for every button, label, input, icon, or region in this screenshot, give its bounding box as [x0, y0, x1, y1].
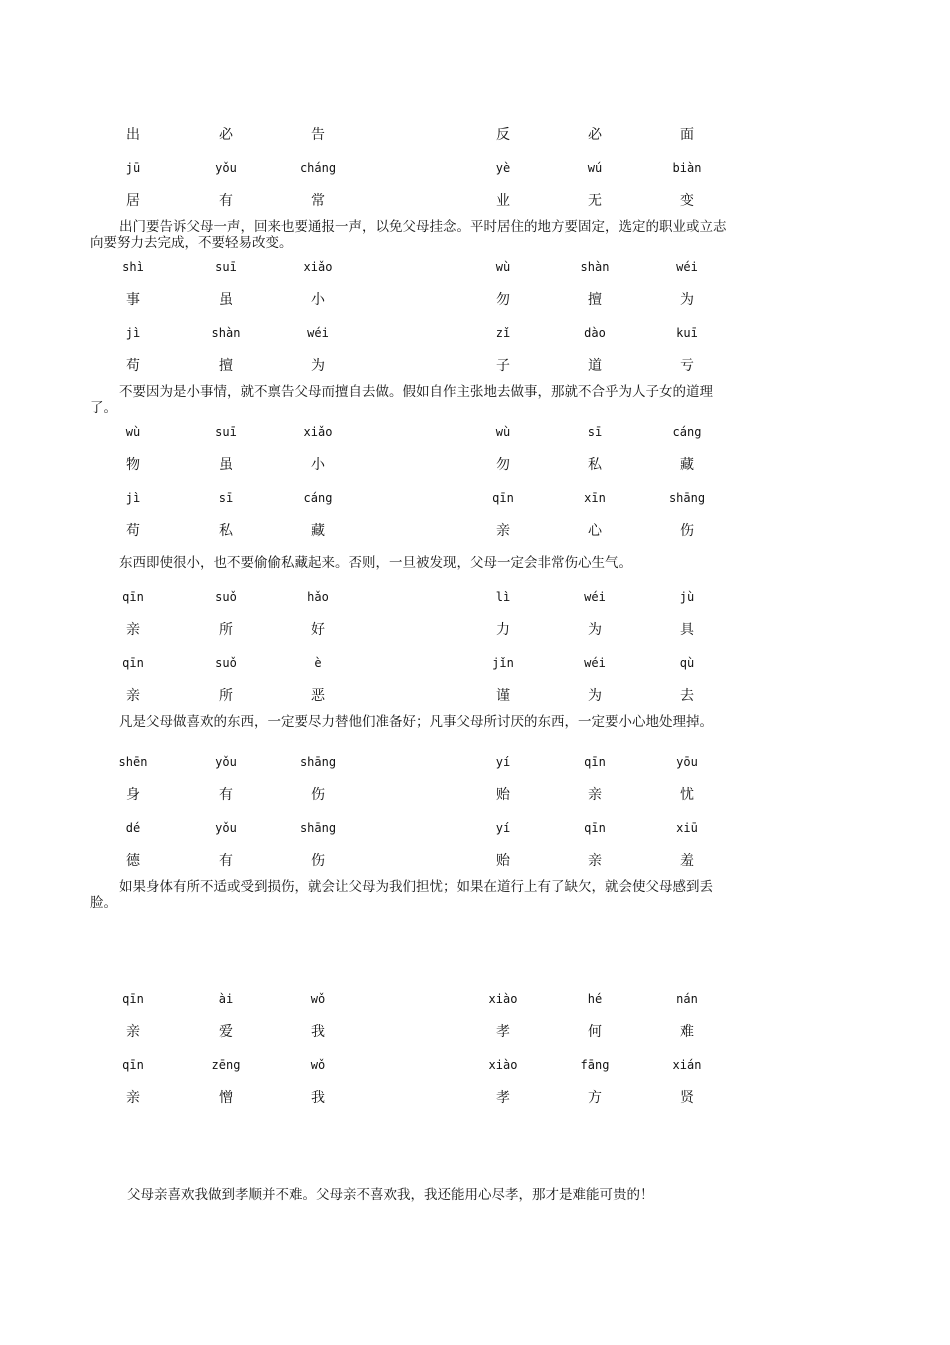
pinyin-row — [0, 587, 950, 607]
pinyin-syllable: suī — [215, 260, 237, 274]
hanzi-char: 何 — [588, 1024, 602, 1040]
translation-paragraph: 出门要告诉父母一声，回来也要通报一声，以免父母挂念。平时居住的地方要固定，选定的职业或立志向要努力去完成，不要轻易改变。 — [90, 219, 727, 251]
pinyin-syllable: wéi — [584, 656, 606, 670]
hanzi-char: 小 — [311, 457, 325, 473]
pinyin-syllable: suǒ — [215, 656, 237, 670]
hanzi-char: 告 — [311, 127, 325, 143]
pinyin-row — [0, 323, 950, 343]
hanzi-char: 亲 — [588, 787, 602, 803]
pinyin-row — [0, 1055, 950, 1075]
hanzi-char: 伤 — [311, 787, 325, 803]
pinyin-syllable: zǐ — [495, 326, 511, 340]
hanzi-char: 苟 — [126, 523, 140, 539]
hanzi-char: 有 — [219, 787, 233, 803]
pinyin-syllable: shàn — [580, 260, 610, 274]
translation-paragraph: 东西即使很小，也不要偷偷私藏起来。否则，一旦被发现，父母一定会非常伤心生气。 — [119, 555, 632, 571]
hanzi-char: 为 — [588, 622, 602, 638]
pinyin-syllable: shēn — [118, 755, 148, 769]
hanzi-row — [0, 620, 950, 640]
hanzi-char: 擅 — [219, 358, 233, 374]
pinyin-syllable: yǒu — [215, 821, 237, 835]
pinyin-syllable: cháng — [299, 161, 337, 175]
hanzi-char: 为 — [680, 292, 694, 308]
pinyin-syllable: wù — [125, 425, 141, 439]
pinyin-syllable: wǒ — [310, 992, 326, 1006]
hanzi-char: 羞 — [680, 853, 694, 869]
hanzi-char: 无 — [588, 193, 602, 209]
hanzi-char: 贻 — [496, 787, 510, 803]
pinyin-syllable: wù — [495, 425, 511, 439]
pinyin-syllable: yí — [495, 821, 511, 835]
pinyin-syllable: qīn — [122, 590, 144, 604]
hanzi-char: 亲 — [588, 853, 602, 869]
hanzi-char: 孝 — [496, 1090, 510, 1106]
pinyin-syllable: zēng — [211, 1058, 241, 1072]
hanzi-char: 为 — [311, 358, 325, 374]
pinyin-syllable: qīn — [122, 992, 144, 1006]
pinyin-syllable: shāng — [668, 491, 706, 505]
pinyin-syllable: xiǎo — [303, 260, 333, 274]
hanzi-row — [0, 455, 950, 475]
hanzi-row — [0, 125, 950, 145]
pinyin-syllable: yè — [495, 161, 511, 175]
hanzi-char: 去 — [680, 688, 694, 704]
pinyin-syllable: wéi — [307, 326, 329, 340]
pinyin-syllable: jù — [679, 590, 695, 604]
hanzi-char: 憎 — [219, 1090, 233, 1106]
translation-paragraph: 不要因为是小事情，就不禀告父母而擅自去做。假如自作主张地去做事，那就不合乎为人子女的道理了。 — [90, 384, 713, 416]
hanzi-char: 亲 — [126, 1024, 140, 1040]
pinyin-syllable: yí — [495, 755, 511, 769]
hanzi-char: 所 — [219, 622, 233, 638]
pinyin-syllable: yǒu — [215, 755, 237, 769]
pinyin-syllable: nán — [676, 992, 698, 1006]
pinyin-syllable: qīn — [122, 1058, 144, 1072]
hanzi-row — [0, 1022, 950, 1042]
pinyin-row — [0, 752, 950, 772]
translation-paragraph: 如果身体有所不适或受到损伤，就会让父母为我们担忧；如果在道行上有了缺欠，就会使父母感到丢脸。 — [90, 879, 713, 911]
hanzi-char: 面 — [680, 127, 694, 143]
hanzi-char: 反 — [496, 127, 510, 143]
pinyin-syllable: dé — [125, 821, 141, 835]
pinyin-syllable: hé — [587, 992, 603, 1006]
hanzi-char: 我 — [311, 1090, 325, 1106]
hanzi-char: 具 — [680, 622, 694, 638]
pinyin-syllable: shāng — [299, 821, 337, 835]
translation-paragraph: 凡是父母做喜欢的东西，一定要尽力替他们准备好；凡事父母所讨厌的东西，一定要小心地处理掉。 — [119, 714, 713, 730]
hanzi-char: 小 — [311, 292, 325, 308]
pinyin-syllable: qīn — [584, 755, 606, 769]
hanzi-char: 居 — [126, 193, 140, 209]
pinyin-syllable: xiào — [488, 992, 518, 1006]
pinyin-syllable: qīn — [492, 491, 514, 505]
pinyin-syllable: jì — [125, 326, 141, 340]
hanzi-char: 私 — [588, 457, 602, 473]
pinyin-syllable: kuī — [676, 326, 698, 340]
hanzi-char: 爱 — [219, 1024, 233, 1040]
hanzi-char: 亲 — [126, 1090, 140, 1106]
hanzi-char: 为 — [588, 688, 602, 704]
pinyin-row — [0, 257, 950, 277]
hanzi-char: 我 — [311, 1024, 325, 1040]
hanzi-char: 忧 — [680, 787, 694, 803]
pinyin-syllable: yōu — [676, 755, 698, 769]
translation-paragraph: 父母亲喜欢我做到孝顺并不难。父母亲不喜欢我，我还能用心尽孝，那才是难能可贵的！ — [127, 1187, 654, 1203]
pinyin-syllable: wǒ — [310, 1058, 326, 1072]
pinyin-syllable: qīn — [584, 821, 606, 835]
hanzi-char: 有 — [219, 193, 233, 209]
hanzi-char: 孝 — [496, 1024, 510, 1040]
hanzi-char: 贻 — [496, 853, 510, 869]
hanzi-char: 亲 — [496, 523, 510, 539]
hanzi-char: 出 — [126, 127, 140, 143]
pinyin-row — [0, 989, 950, 1009]
pinyin-syllable: sī — [587, 425, 603, 439]
hanzi-char: 必 — [588, 127, 602, 143]
hanzi-char: 擅 — [588, 292, 602, 308]
hanzi-char: 变 — [680, 193, 694, 209]
hanzi-char: 力 — [496, 622, 510, 638]
hanzi-char: 好 — [311, 622, 325, 638]
hanzi-char: 亲 — [126, 688, 140, 704]
hanzi-char: 谨 — [496, 688, 510, 704]
hanzi-char: 难 — [680, 1024, 694, 1040]
hanzi-char: 常 — [311, 193, 325, 209]
hanzi-char: 勿 — [496, 292, 510, 308]
hanzi-char: 事 — [126, 292, 140, 308]
hanzi-char: 子 — [496, 358, 510, 374]
pinyin-row — [0, 653, 950, 673]
hanzi-char: 恶 — [311, 688, 325, 704]
pinyin-syllable: xián — [672, 1058, 702, 1072]
pinyin-row — [0, 488, 950, 508]
hanzi-char: 虽 — [219, 292, 233, 308]
pinyin-syllable: wù — [495, 260, 511, 274]
pinyin-row — [0, 158, 950, 178]
hanzi-char: 藏 — [680, 457, 694, 473]
hanzi-row — [0, 686, 950, 706]
pinyin-syllable: jì — [125, 491, 141, 505]
pinyin-syllable: ài — [218, 992, 234, 1006]
pinyin-row — [0, 818, 950, 838]
hanzi-row — [0, 785, 950, 805]
hanzi-row — [0, 521, 950, 541]
pinyin-syllable: xiǎo — [303, 425, 333, 439]
pinyin-syllable: shāng — [299, 755, 337, 769]
hanzi-char: 方 — [588, 1090, 602, 1106]
pinyin-syllable: xiào — [488, 1058, 518, 1072]
pinyin-syllable: xīn — [584, 491, 606, 505]
hanzi-char: 所 — [219, 688, 233, 704]
pinyin-syllable: shàn — [211, 326, 241, 340]
hanzi-char: 私 — [219, 523, 233, 539]
pinyin-syllable: wéi — [584, 590, 606, 604]
hanzi-char: 伤 — [311, 853, 325, 869]
hanzi-char: 业 — [496, 193, 510, 209]
pinyin-syllable: hǎo — [307, 590, 329, 604]
hanzi-char: 亏 — [680, 358, 694, 374]
hanzi-char: 必 — [219, 127, 233, 143]
pinyin-syllable: xiū — [676, 821, 698, 835]
pinyin-syllable: qù — [679, 656, 695, 670]
hanzi-row — [0, 851, 950, 871]
hanzi-row — [0, 356, 950, 376]
pinyin-syllable: dào — [584, 326, 606, 340]
hanzi-char: 藏 — [311, 523, 325, 539]
hanzi-char: 苟 — [126, 358, 140, 374]
hanzi-char: 物 — [126, 457, 140, 473]
hanzi-char: 有 — [219, 853, 233, 869]
pinyin-syllable: è — [314, 656, 322, 670]
hanzi-row — [0, 1088, 950, 1108]
pinyin-syllable: shì — [122, 260, 144, 274]
hanzi-char: 伤 — [680, 523, 694, 539]
hanzi-char: 道 — [588, 358, 602, 374]
pinyin-syllable: jǐn — [492, 656, 514, 670]
pinyin-syllable: suǒ — [215, 590, 237, 604]
hanzi-row — [0, 290, 950, 310]
hanzi-char: 虽 — [219, 457, 233, 473]
pinyin-syllable: wéi — [676, 260, 698, 274]
pinyin-syllable: yǒu — [215, 161, 237, 175]
pinyin-syllable: cáng — [672, 425, 702, 439]
pinyin-syllable: sī — [218, 491, 234, 505]
pinyin-syllable: fāng — [580, 1058, 610, 1072]
pinyin-syllable: suī — [215, 425, 237, 439]
pinyin-row — [0, 422, 950, 442]
pinyin-syllable: cáng — [303, 491, 333, 505]
hanzi-char: 勿 — [496, 457, 510, 473]
hanzi-char: 身 — [126, 787, 140, 803]
hanzi-char: 德 — [126, 853, 140, 869]
hanzi-row — [0, 191, 950, 211]
pinyin-syllable: lì — [495, 590, 511, 604]
pinyin-syllable: jū — [125, 161, 141, 175]
pinyin-syllable: biàn — [672, 161, 702, 175]
hanzi-char: 亲 — [126, 622, 140, 638]
pinyin-syllable: wú — [587, 161, 603, 175]
hanzi-char: 贤 — [680, 1090, 694, 1106]
pinyin-syllable: qīn — [122, 656, 144, 670]
hanzi-char: 心 — [588, 523, 602, 539]
